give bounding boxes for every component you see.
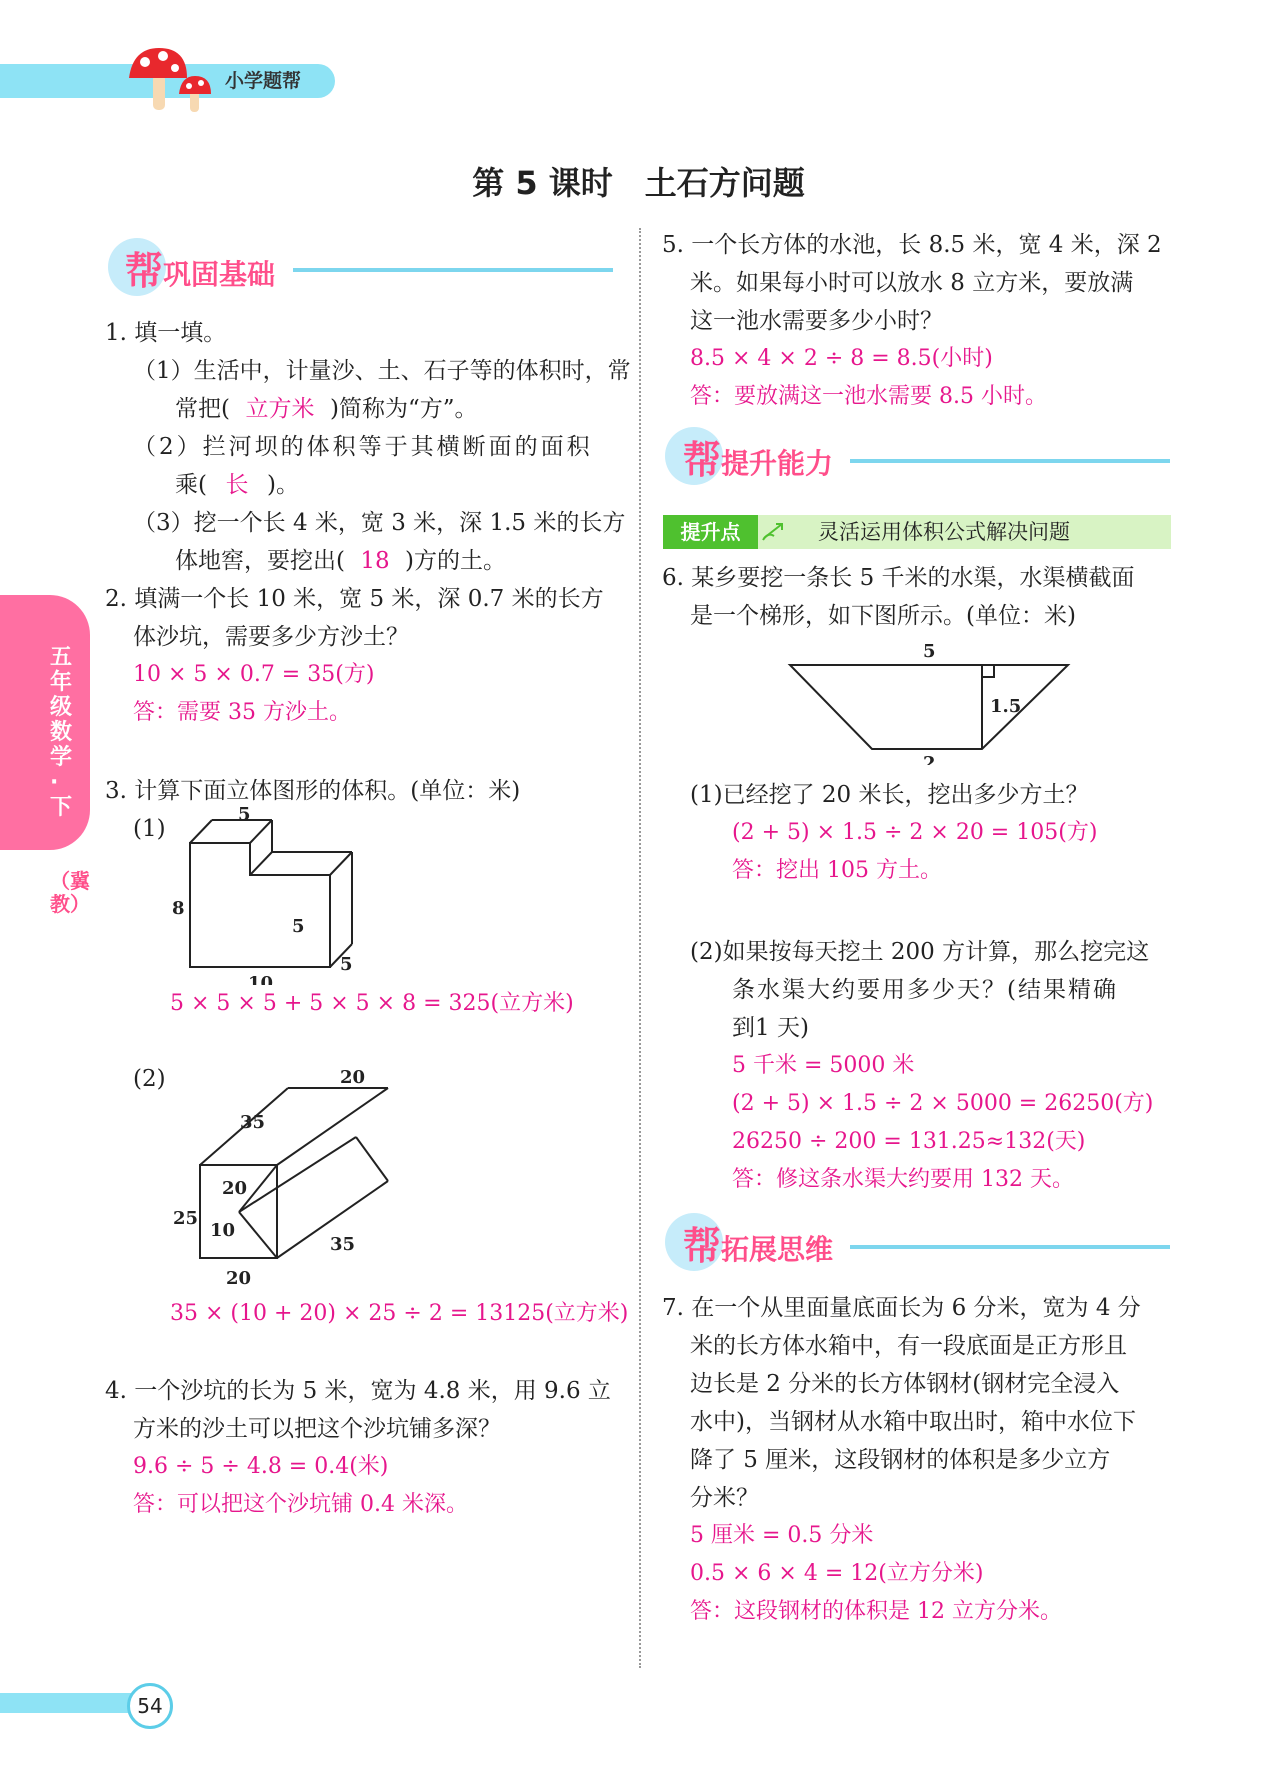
label-10: 10	[210, 1220, 236, 1241]
q4-answer2: 答：可以把这个沙坑铺 0.4 米深。	[133, 1492, 468, 1517]
q2-answer1: 10 × 5 × 0.7 = 35(方)	[133, 662, 375, 687]
figure-l-shape-prism	[160, 805, 360, 989]
section-title: 巩固基础	[163, 258, 276, 291]
q6-part2-answer2: (2 + 5) × 1.5 ÷ 2 × 5000 = 26250(方)	[732, 1091, 1154, 1116]
q1-part3-line2: 体地窖，要挖出( 18 )方的土。	[175, 542, 506, 580]
q2-line2: 体沙坑，需要多少方沙土？	[133, 624, 409, 650]
q4-line2: 方米的沙土可以把这个沙坑铺多深？	[133, 1416, 501, 1442]
q6-part2-answer1: 5 千米 = 5000 米	[732, 1053, 915, 1078]
q1-part1-line2: 常把( 立方米 )简称为“方”。	[175, 390, 477, 428]
q6-part1: (1)已经挖了 20 米长，挖出多少方土？	[690, 782, 1089, 808]
q1-blank-2: 长	[225, 472, 249, 498]
q5-line3: 这一池水需要多少小时？	[690, 308, 943, 334]
q5-line2: 米。如果每小时可以放水 8 立方米，要放满	[690, 270, 1134, 296]
section-bang: 帮	[125, 249, 164, 293]
section-header-thinking	[683, 1215, 833, 1270]
q6-line2: 是一个梯形，如下图所示。(单位：米)	[690, 603, 1076, 629]
label-height-1-5: 1.5	[990, 696, 1022, 717]
q1-part2-line1: （2）拦河坝的体积等于其横断面的面积	[133, 434, 593, 460]
q7-line1: 7. 在一个从里面量底面长为 6 分米，宽为 4 分	[662, 1295, 1141, 1321]
page-number: 54	[127, 1683, 173, 1729]
footer-bar	[0, 1693, 145, 1713]
label-5-mid: 5	[292, 916, 305, 937]
q7-answer3: 答：这段钢材的体积是 12 立方分米。	[690, 1599, 1062, 1624]
q5-answer1: 8.5 × 4 × 2 ÷ 8 = 8.5(小时)	[690, 346, 993, 371]
label-top-5: 5	[923, 641, 936, 662]
q7-line4: 水中)，当钢材从水箱中取出时，箱中水位下	[690, 1409, 1136, 1435]
label-8: 8	[172, 898, 185, 919]
section-header-ability	[683, 429, 833, 484]
q6-part1-answer1: (2 + 5) × 1.5 ÷ 2 × 20 = 105(方)	[732, 820, 1098, 845]
brand-label: 小学题帮	[225, 70, 302, 92]
q3-sub1: (1)	[133, 816, 166, 842]
side-tab-grade: 五年级数学·下	[50, 645, 73, 820]
label-10: 10	[248, 973, 274, 985]
label-35-lower: 35	[330, 1234, 356, 1255]
q6-part2-line3: 到1 天)	[732, 1015, 809, 1041]
q2-answer2: 答：需要 35 方沙土。	[133, 700, 351, 725]
q7-line3: 边长是 2 分米的长方体钢材(钢材完全浸入	[690, 1371, 1120, 1397]
q6-part2-answer3: 26250 ÷ 200 = 131.25≈132(天)	[732, 1129, 1086, 1154]
q3-answer2: 35 × (10 + 20) × 25 ÷ 2 = 13125(立方米)	[170, 1301, 629, 1326]
q3-sub2: (2)	[133, 1066, 166, 1092]
section-line	[293, 268, 613, 272]
mushroom-logo-icon	[125, 44, 220, 120]
q7-line2: 米的长方体水箱中，有一段底面是正方形且	[690, 1333, 1127, 1359]
section-bang: 帮	[683, 1224, 722, 1268]
q1-blank-1: 立方米	[245, 396, 315, 422]
q7-answer2: 0.5 × 6 × 4 = 12(立方分米)	[690, 1561, 984, 1586]
q7-answer1: 5 厘米 = 0.5 分米	[690, 1523, 874, 1548]
q7-line6: 分米？	[690, 1485, 759, 1511]
q4-line1: 4. 一个沙坑的长为 5 米，宽为 4.8 米，用 9.6 立	[105, 1378, 611, 1404]
q6-part2-answer4: 答：修这条水渠大约要用 132 天。	[732, 1167, 1074, 1192]
section-header-basics	[125, 240, 275, 295]
section-line	[850, 1245, 1170, 1249]
q2-line1: 2. 填满一个长 10 米，宽 5 米，深 0.7 米的长方	[105, 586, 604, 612]
q5-line1: 5. 一个长方体的水池，长 8.5 米，宽 4 米，深 2	[662, 232, 1162, 258]
q6-part2-line1: (2)如果按每天挖土 200 方计算，那么挖完这	[690, 939, 1150, 965]
q1-title: 1. 填一填。	[105, 320, 227, 346]
key-point-text: 灵活运用体积公式解决问题	[818, 520, 1070, 544]
q1-part3-line1: （3）挖一个长 4 米，宽 3 米，深 1.5 米的长方	[133, 510, 626, 536]
lesson-title: 第 5 课时 土石方问题	[472, 164, 805, 202]
section-title: 提升能力	[721, 447, 834, 480]
q3-title: 3. 计算下面立体图形的体积。(单位：米)	[105, 778, 521, 804]
section-title: 拓展思维	[721, 1233, 834, 1266]
column-divider	[639, 228, 641, 1668]
section-bang: 帮	[683, 438, 722, 482]
figure-trapezoid-cross-section	[780, 635, 1080, 769]
section-line	[850, 459, 1170, 463]
label-20-mid: 20	[222, 1178, 248, 1199]
figure-trapezoid-prism	[170, 1058, 400, 1297]
pencil-arrow-icon	[760, 518, 790, 548]
label-5-depth: 5	[340, 954, 353, 975]
label-20-bottom: 20	[226, 1268, 252, 1289]
label-35-upper: 35	[240, 1112, 266, 1133]
label-20-top: 20	[340, 1067, 366, 1088]
q1-part2-line2: 乘( 长 )。	[175, 466, 299, 504]
q6-part1-answer2: 答：挖出 105 方土。	[732, 858, 942, 883]
label-25: 25	[173, 1208, 199, 1229]
q5-answer2: 答：要放满这一池水需要 8.5 小时。	[690, 384, 1047, 409]
q7-line5: 降了 5 厘米，这段钢材的体积是多少立方	[690, 1447, 1111, 1473]
q3-answer1: 5 × 5 × 5 + 5 × 5 × 8 = 325(立方米)	[170, 991, 574, 1016]
q1-blank-3: 18	[360, 548, 390, 574]
label-5-top: 5	[238, 805, 251, 825]
side-tab-edition: （冀教）	[50, 869, 90, 916]
key-point-tag: 提升点	[663, 515, 758, 549]
q4-answer1: 9.6 ÷ 5 ÷ 4.8 = 0.4(米)	[133, 1454, 389, 1479]
q6-line1: 6. 某乡要挖一条长 5 千米的水渠，水渠横截面	[662, 565, 1135, 591]
q6-part2-line2: 条水渠大约要用多少天？(结果精确	[732, 977, 1118, 1003]
q1-part1-line1: （1）生活中，计量沙、土、石子等的体积时，常	[133, 358, 631, 384]
label-bottom-2: 2	[923, 753, 936, 765]
